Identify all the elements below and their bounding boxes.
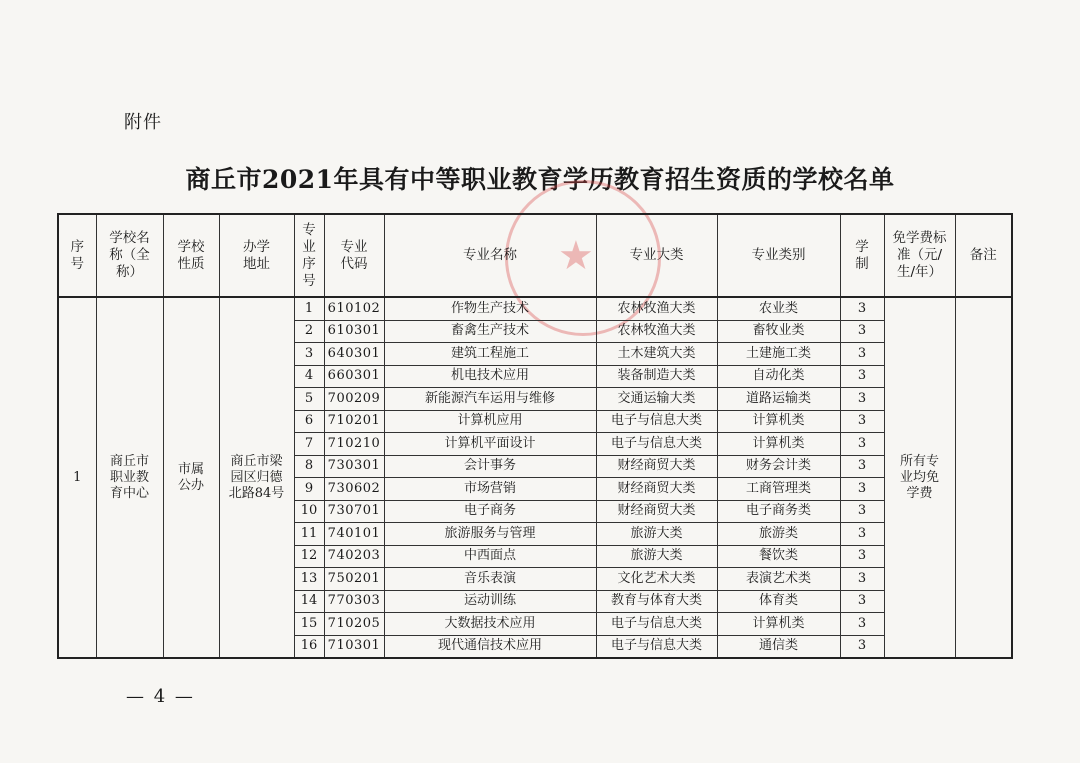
- major-name-cell: 电子商务: [384, 500, 596, 523]
- major-seq-cell: 2: [294, 320, 324, 343]
- table-header-row: [58, 214, 1012, 297]
- major-name-cell: 作物生产技术: [384, 297, 596, 320]
- major-name-cell: 会计事务: [384, 455, 596, 478]
- major-code-cell: 730301: [324, 455, 384, 478]
- major-category-cell: 财经商贸大类: [596, 478, 717, 501]
- major-category-cell: 旅游大类: [596, 523, 717, 546]
- duration-cell: 3: [840, 478, 884, 501]
- major-class-cell: 电子商务类: [717, 500, 840, 523]
- major-name-cell: 计算机应用: [384, 410, 596, 433]
- duration-cell: 3: [840, 297, 884, 320]
- major-class-cell: 自动化类: [717, 365, 840, 388]
- major-seq-cell: 16: [294, 635, 324, 658]
- school-type-cell: 市属公办: [163, 297, 219, 658]
- major-seq-cell: 5: [294, 388, 324, 411]
- seal-star-icon: ★: [558, 233, 594, 279]
- major-name-cell: 计算机平面设计: [384, 433, 596, 456]
- school-seq-cell: 1: [58, 297, 96, 658]
- major-category-cell: 电子与信息大类: [596, 410, 717, 433]
- major-name-cell: 现代通信技术应用: [384, 635, 596, 658]
- header-major-code: 专业代码: [324, 214, 384, 297]
- header-major-name: 专业名称: [384, 214, 596, 297]
- document-title: 商丘市2021年具有中等职业教育学历教育招生资质的学校名单: [185, 165, 895, 194]
- major-seq-cell: 14: [294, 590, 324, 613]
- major-code-cell: 730602: [324, 478, 384, 501]
- duration-cell: 3: [840, 568, 884, 591]
- major-code-cell: 740203: [324, 545, 384, 568]
- page-number: — 4 —: [126, 686, 195, 707]
- duration-cell: 3: [840, 365, 884, 388]
- major-class-cell: 旅游类: [717, 523, 840, 546]
- major-category-cell: 财经商贸大类: [596, 500, 717, 523]
- major-code-cell: 700209: [324, 388, 384, 411]
- major-code-cell: 710301: [324, 635, 384, 658]
- major-class-cell: 体育类: [717, 590, 840, 613]
- major-name-cell: 大数据技术应用: [384, 613, 596, 636]
- major-name-cell: 中西面点: [384, 545, 596, 568]
- tuition-cell: 所有专业均免学费: [884, 297, 955, 658]
- major-code-cell: 770303: [324, 590, 384, 613]
- major-class-cell: 计算机类: [717, 410, 840, 433]
- major-name-cell: 市场营销: [384, 478, 596, 501]
- major-class-cell: 畜牧业类: [717, 320, 840, 343]
- header-major-category: 专业大类: [596, 214, 717, 297]
- major-category-cell: 农林牧渔大类: [596, 320, 717, 343]
- major-code-cell: 610301: [324, 320, 384, 343]
- major-class-cell: 餐饮类: [717, 545, 840, 568]
- duration-cell: 3: [840, 545, 884, 568]
- major-name-cell: 畜禽生产技术: [384, 320, 596, 343]
- duration-cell: 3: [840, 410, 884, 433]
- table-row: [58, 297, 1012, 320]
- major-category-cell: 电子与信息大类: [596, 635, 717, 658]
- duration-cell: 3: [840, 455, 884, 478]
- major-seq-cell: 1: [294, 297, 324, 320]
- major-code-cell: 710205: [324, 613, 384, 636]
- header-seq: 序号: [58, 214, 96, 297]
- duration-cell: 3: [840, 590, 884, 613]
- major-seq-cell: 11: [294, 523, 324, 546]
- duration-cell: 3: [840, 388, 884, 411]
- major-category-cell: 农林牧渔大类: [596, 297, 717, 320]
- duration-cell: 3: [840, 613, 884, 636]
- header-duration: 学制: [840, 214, 884, 297]
- major-class-cell: 农业类: [717, 297, 840, 320]
- major-category-cell: 财经商贸大类: [596, 455, 717, 478]
- duration-cell: 3: [840, 523, 884, 546]
- duration-cell: 3: [840, 500, 884, 523]
- major-class-cell: 通信类: [717, 635, 840, 658]
- major-seq-cell: 9: [294, 478, 324, 501]
- major-category-cell: 文化艺术大类: [596, 568, 717, 591]
- major-name-cell: 建筑工程施工: [384, 343, 596, 366]
- school-name-cell: 商丘市职业教育中心: [96, 297, 163, 658]
- major-code-cell: 710201: [324, 410, 384, 433]
- major-seq-cell: 7: [294, 433, 324, 456]
- remarks-cell: [955, 297, 1012, 658]
- major-category-cell: 交通运输大类: [596, 388, 717, 411]
- major-class-cell: 财务会计类: [717, 455, 840, 478]
- header-tuition: 免学费标准（元/生/年）: [884, 214, 955, 297]
- major-class-cell: 道路运输类: [717, 388, 840, 411]
- header-major-seq: 专业序号: [294, 214, 324, 297]
- major-code-cell: 710210: [324, 433, 384, 456]
- major-seq-cell: 15: [294, 613, 324, 636]
- header-address: 办学地址: [219, 214, 294, 297]
- major-code-cell: 610102: [324, 297, 384, 320]
- major-class-cell: 土建施工类: [717, 343, 840, 366]
- major-category-cell: 旅游大类: [596, 545, 717, 568]
- attachment-label: 附件: [124, 112, 162, 133]
- major-seq-cell: 13: [294, 568, 324, 591]
- duration-cell: 3: [840, 320, 884, 343]
- school-roster-table: [57, 213, 1013, 659]
- header-remarks: 备注: [955, 214, 1012, 297]
- major-category-cell: 教育与体育大类: [596, 590, 717, 613]
- header-major-class: 专业类别: [717, 214, 840, 297]
- major-category-cell: 电子与信息大类: [596, 613, 717, 636]
- major-code-cell: 730701: [324, 500, 384, 523]
- duration-cell: 3: [840, 433, 884, 456]
- major-class-cell: 工商管理类: [717, 478, 840, 501]
- major-seq-cell: 3: [294, 343, 324, 366]
- major-class-cell: 表演艺术类: [717, 568, 840, 591]
- major-code-cell: 740101: [324, 523, 384, 546]
- major-seq-cell: 8: [294, 455, 324, 478]
- header-school-type: 学校性质: [163, 214, 219, 297]
- major-code-cell: 750201: [324, 568, 384, 591]
- major-seq-cell: 10: [294, 500, 324, 523]
- major-name-cell: 机电技术应用: [384, 365, 596, 388]
- major-seq-cell: 12: [294, 545, 324, 568]
- major-seq-cell: 4: [294, 365, 324, 388]
- major-name-cell: 运动训练: [384, 590, 596, 613]
- major-category-cell: 装备制造大类: [596, 365, 717, 388]
- duration-cell: 3: [840, 343, 884, 366]
- major-category-cell: 土木建筑大类: [596, 343, 717, 366]
- major-code-cell: 640301: [324, 343, 384, 366]
- major-category-cell: 电子与信息大类: [596, 433, 717, 456]
- header-school-name: 学校名称（全称）: [96, 214, 163, 297]
- major-code-cell: 660301: [324, 365, 384, 388]
- major-name-cell: 音乐表演: [384, 568, 596, 591]
- major-seq-cell: 6: [294, 410, 324, 433]
- major-name-cell: 旅游服务与管理: [384, 523, 596, 546]
- school-address-cell: 商丘市梁园区归德北路84号: [219, 297, 294, 658]
- duration-cell: 3: [840, 635, 884, 658]
- major-name-cell: 新能源汽车运用与维修: [384, 388, 596, 411]
- major-class-cell: 计算机类: [717, 433, 840, 456]
- major-class-cell: 计算机类: [717, 613, 840, 636]
